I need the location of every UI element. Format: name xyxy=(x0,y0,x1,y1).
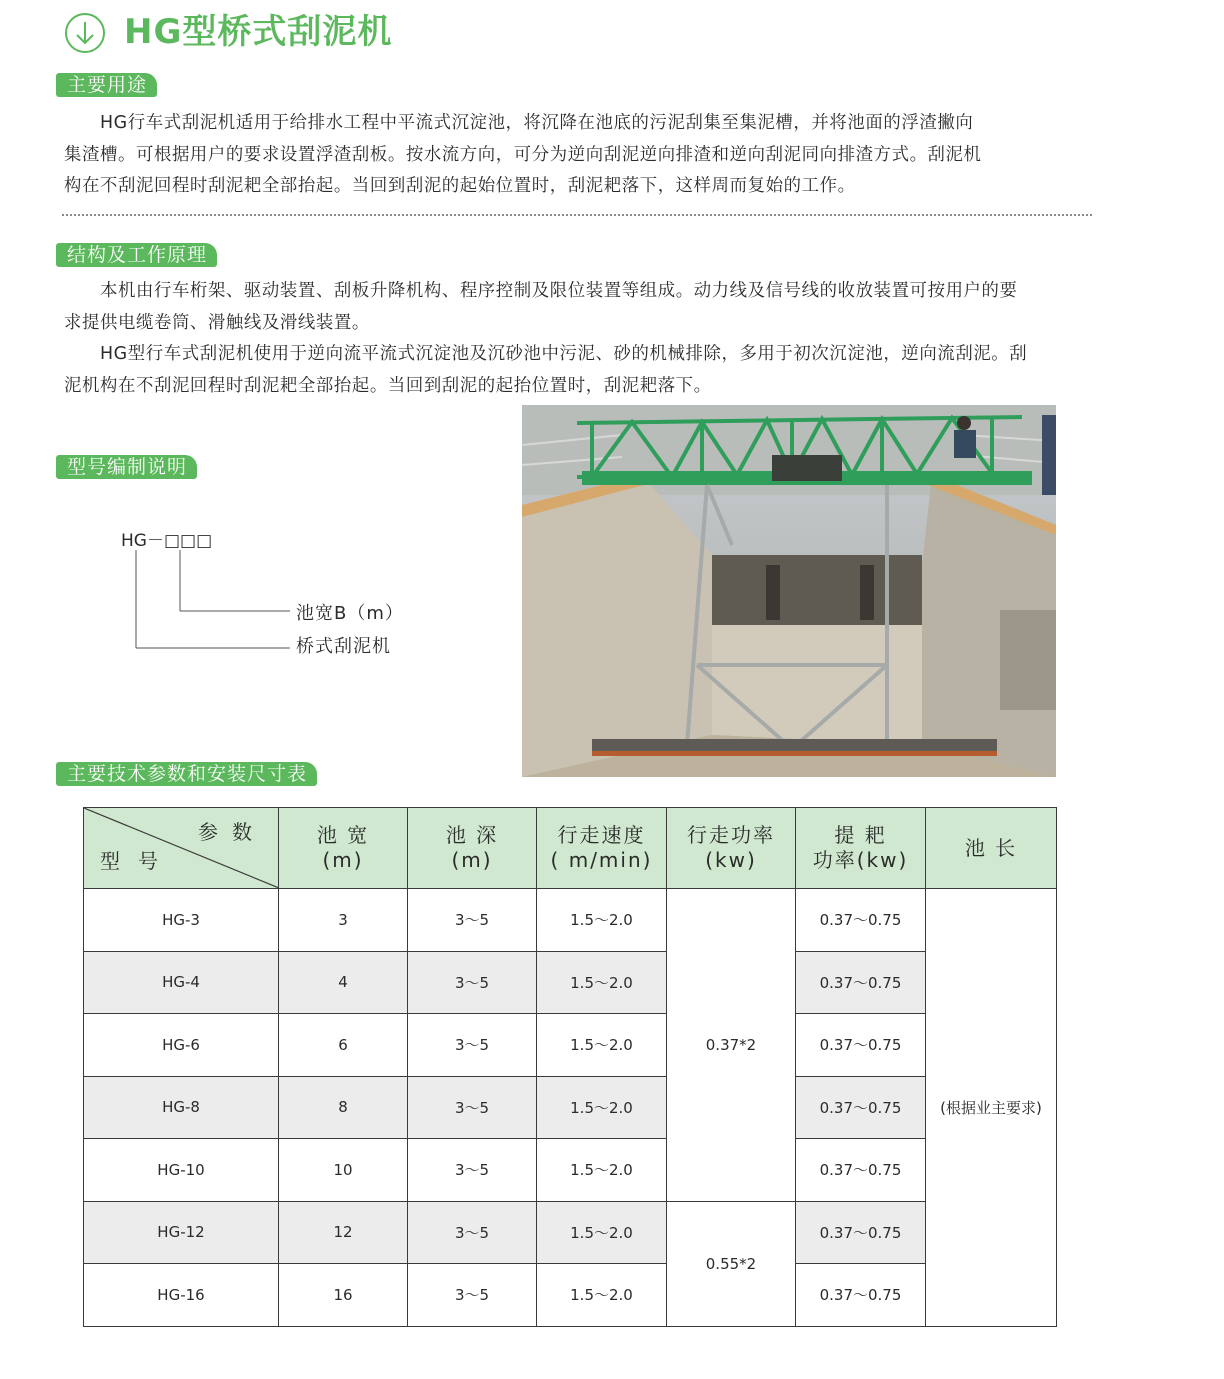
cell-model: HG-3 xyxy=(84,889,279,952)
usage-line: 集渣槽。可根据用户的要求设置浮渣刮板。按水流方向，可分为逆向刮泥逆向排渣和逆向刮泥同向排渣方式。刮泥机 xyxy=(64,144,982,165)
table-header-row xyxy=(84,808,1057,889)
model-code-type-label: 桥式刮泥机 xyxy=(296,636,391,657)
table-row xyxy=(84,951,1057,1014)
cell-width: 12 xyxy=(279,1201,408,1264)
section-tag-model-code: 型号编制说明 xyxy=(56,455,197,479)
usage-line: HG行车式刮泥机适用于给排水工程中平流式沉淀池，将沉降在池底的污泥刮集至集泥槽，并将池面的浮渣撇向 xyxy=(100,113,974,133)
corner-label-params: 参数 xyxy=(198,820,266,844)
cell-model: HG-6 xyxy=(84,1014,279,1077)
header-width: 池 宽 (m) xyxy=(279,808,408,889)
cell-lift: 0.37～0.75 xyxy=(796,1014,926,1077)
model-code: HG－□□□ xyxy=(121,531,213,551)
model-code-width-label: 池宽B（m） xyxy=(296,603,404,624)
table-row xyxy=(84,1014,1057,1077)
header-depth: 池 深 (m) xyxy=(408,808,537,889)
table-row xyxy=(84,889,1057,952)
cell-lift: 0.37～0.75 xyxy=(796,889,926,952)
table-row xyxy=(84,1139,1057,1202)
cell-travel-power-a: 0.37*2 xyxy=(667,889,796,1202)
table-row xyxy=(84,1264,1057,1327)
cell-width: 6 xyxy=(279,1014,408,1077)
cell-width: 16 xyxy=(279,1264,408,1327)
cell-depth: 3～5 xyxy=(408,1264,537,1327)
cell-depth: 3～5 xyxy=(408,1076,537,1139)
cell-model: HG-10 xyxy=(84,1139,279,1202)
table-corner-header xyxy=(84,808,279,889)
cell-speed: 1.5～2.0 xyxy=(537,1264,667,1327)
header-travel-power: 行走功率 (kw) xyxy=(667,808,796,889)
cell-width: 3 xyxy=(279,889,408,952)
cell-lift: 0.37～0.75 xyxy=(796,1076,926,1139)
circle-down-arrow-icon xyxy=(64,12,106,54)
table-row xyxy=(84,1076,1057,1139)
section-tag-usage: 主要用途 xyxy=(56,73,157,97)
cell-pool-length: (根据业主要求) xyxy=(926,889,1057,1327)
cell-model: HG-12 xyxy=(84,1201,279,1264)
section-tag-structure: 结构及工作原理 xyxy=(56,243,217,267)
dotted-divider xyxy=(62,214,1092,216)
structure-line: 求提供电缆卷筒、滑触线及滑线装置。 xyxy=(64,312,370,333)
section-tag-specs: 主要技术参数和安装尺寸表 xyxy=(56,762,317,786)
cell-model: HG-4 xyxy=(84,951,279,1014)
usage-paragraph xyxy=(64,108,1088,203)
cell-depth: 3～5 xyxy=(408,1139,537,1202)
cell-depth: 3～5 xyxy=(408,951,537,1014)
usage-line: 构在不刮泥回程时刮泥耙全部抬起。当回到刮泥的起始位置时，刮泥耙落下，这样周而复始的工作。 xyxy=(64,176,856,196)
cell-speed: 1.5～2.0 xyxy=(537,1014,667,1077)
cell-speed: 1.5～2.0 xyxy=(537,1201,667,1264)
cell-speed: 1.5～2.0 xyxy=(537,1139,667,1202)
cell-lift: 0.37～0.75 xyxy=(796,1139,926,1202)
header-speed: 行走速度 ( m/min) xyxy=(537,808,667,889)
cell-lift: 0.37～0.75 xyxy=(796,1201,926,1264)
cell-lift: 0.37～0.75 xyxy=(796,951,926,1014)
cell-speed: 1.5～2.0 xyxy=(537,889,667,952)
cell-speed: 1.5～2.0 xyxy=(537,1076,667,1139)
cell-depth: 3～5 xyxy=(408,1014,537,1077)
header-lift-power: 提 耙 功率(kw) xyxy=(796,808,926,889)
corner-label-model: 型号 xyxy=(100,849,176,873)
cell-speed: 1.5～2.0 xyxy=(537,951,667,1014)
cell-width: 4 xyxy=(279,951,408,1014)
cell-depth: 3～5 xyxy=(408,1201,537,1264)
structure-paragraph xyxy=(64,276,1088,402)
structure-line: HG型行车式刮泥机使用于逆向流平流式沉淀池及沉砂池中污泥、砂的机械排除，多用于初次沉淀池，逆向流刮泥。刮 xyxy=(100,344,1028,364)
cell-width: 8 xyxy=(279,1076,408,1139)
header-pool-length: 池 长 xyxy=(926,808,1057,889)
product-photo xyxy=(522,405,1056,777)
cell-width: 10 xyxy=(279,1139,408,1202)
spec-table xyxy=(83,807,1057,1327)
structure-line: 本机由行车桁架、驱动装置、刮板升降机构、程序控制及限位装置等组成。动力线及信号线的收放装置可按用户的要 xyxy=(100,281,1018,301)
cell-lift: 0.37～0.75 xyxy=(796,1264,926,1327)
table-row xyxy=(84,1201,1057,1264)
cell-model: HG-8 xyxy=(84,1076,279,1139)
model-code-diagram xyxy=(118,520,438,670)
cell-depth: 3～5 xyxy=(408,889,537,952)
cell-model: HG-16 xyxy=(84,1264,279,1327)
page-title: HG型桥式刮泥机 xyxy=(124,12,393,52)
cell-travel-power-b: 0.55*2 xyxy=(667,1201,796,1326)
structure-line: 泥机构在不刮泥回程时刮泥耙全部抬起。当回到刮泥的起抬位置时，刮泥耙落下。 xyxy=(64,375,712,396)
